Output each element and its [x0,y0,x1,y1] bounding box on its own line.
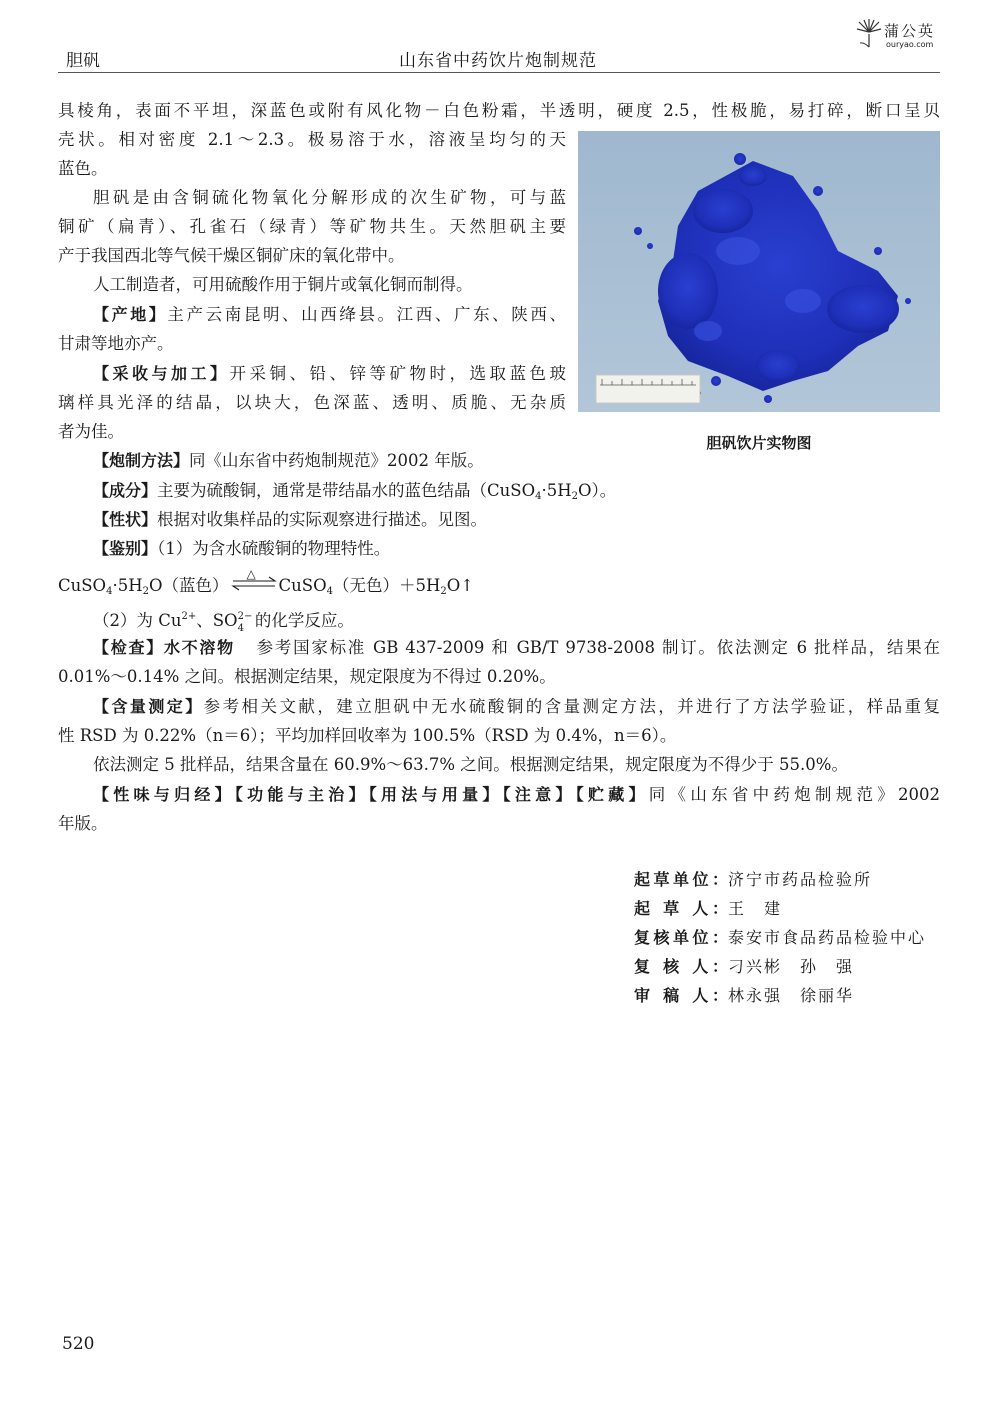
text-line: 壳状。相对密度 2.1～2.3。极易溶于水，溶液呈均匀的天 [58,130,566,149]
section-misc [93,784,940,806]
section-identification [93,538,390,560]
credit-value: 刁兴彬 孙 强 [728,957,855,976]
formula-part: （无色）＋5H [332,576,441,595]
credit-review-unit [634,927,926,949]
text-line: 0.01%～0.14% 之间。根据测定结果，规定限度为不得过 0.20%。 [58,667,556,686]
credit-label: 复 核 人： [634,957,728,976]
text-line: 人工制造者，可用硫酸作用于铜片或氧化铜而制得。 [93,275,473,294]
figure-caption: 胆矾饮片实物图 [706,434,812,452]
section-characteristics [93,509,487,531]
reversible-arrow [231,567,277,593]
section-heading: 【含量测定】 [93,697,204,716]
section-text: 参考国家标准 GB 437-2009 和 GB/T 9738-2008 制订。依法测定 6 批样品，结果在 [254,638,940,657]
superscript: 2+ [181,611,197,622]
logo-text: 蒲公英 [884,22,936,40]
subscript: 4 [237,623,244,634]
subscript: 2 [440,586,447,597]
dandelion-icon [856,18,882,48]
credit-value: 济宁市药品检验所 [728,870,873,889]
subscript: 2 [142,586,149,597]
header-book-title: 山东省中药饮片炮制规范 [399,51,597,71]
formula-part: CuSO [278,576,327,595]
text-line: 依法测定 5 批样品，结果含量在 60.9%～63.7% 之间。根据测定结果，规定限度为不得少于 55.0%。 [93,755,848,774]
section-heading: 【性味与归经】【功能与主治】【用法与用量】【注意】【贮藏】 [93,785,649,804]
formula-part: ·5H [112,576,143,595]
text-line: 胆矾是由含铜硫化物氧化分解形成的次生矿物，可与蓝 [93,188,566,207]
section-heading: 【采收与加工】 [93,364,230,383]
section-heading: 【产地】 [93,305,168,324]
heat-symbol: △ [246,567,256,581]
credit-value: 泰安市食品药品检验中心 [728,928,927,947]
section-text: （1）为含水硫酸铜的物理特性。 [157,539,391,558]
text-line: 者为佳。 [58,422,124,441]
section-processing [93,450,484,472]
subscript: 2 [571,491,578,502]
subscript: 4 [535,491,542,502]
site-logo [856,18,940,52]
page-number: 520 [62,1334,95,1354]
logo-url: ouryao.com [886,40,934,49]
text-line: 年版。 [58,814,108,833]
section-inspection [93,637,940,659]
header-rule [58,72,940,73]
text-part: （2）为 Cu [93,611,182,630]
text-line: 甘肃等地亦产。 [58,334,174,353]
text-line: 具棱角，表面不平坦，深蓝色或附有风化物－白色粉霜，半透明，硬度 2.5，性极脆，易打碎，断口呈贝 [58,101,940,120]
credit-value: 王 建 [728,899,783,918]
section-text: 同《山东省中药炮制规范》2002 年版。 [189,451,484,470]
section-text: ·5H [541,481,572,500]
credit-value: 林永强 徐丽华 [728,986,855,1005]
chemical-equation [58,567,475,603]
text-line [93,606,354,632]
text-line: 璃样具光泽的结晶，以块大，色深蓝、透明、质脆、无杂质 [58,393,566,412]
text-line: 性 RSD 为 0.22%（n＝6）；平均加样回收率为 100.5%（RSD 为 0.4%，n＝6）。 [58,726,677,745]
section-text: 根据对收集样品的实际观察进行描述。见图。 [157,510,488,529]
section-text: 主要为硫酸铜，通常是带结晶水的蓝色结晶（CuSO [157,481,536,500]
section-heading: 【炮制方法】 [93,451,190,470]
text-line: 蓝色。 [58,159,108,178]
credit-drafting-unit [634,869,872,891]
formula-part: CuSO [58,576,107,595]
credit-label: 审 稿 人： [634,986,728,1005]
credit-label: 复核单位： [634,928,728,947]
section-origin [93,304,566,326]
section-text: 主产云南昆明、山西绛县。江西、广东、陕西、 [167,305,566,324]
text-part: 、SO [196,611,238,630]
header-chapter: 胆矾 [66,51,100,71]
text-part: 的化学反应。 [249,611,354,630]
section-heading: 【检查】水不溶物 [93,638,235,657]
section-heading: 【鉴别】 [93,539,158,558]
section-assay [93,696,940,718]
section-heading: 【成分】 [93,481,158,500]
subscript: 4 [106,586,113,597]
formula-part: O↑ [446,576,475,595]
credit-reviewer [634,956,854,978]
credit-editor [634,985,854,1007]
section-heading: 【性状】 [93,510,158,529]
credit-drafter [634,898,782,920]
text-line: 铜矿（扁青）、孔雀石（绿青）等矿物共生。天然胆矾主要 [58,217,566,236]
section-text: 参考相关文献，建立胆矾中无水硫酸铜的含量测定方法，并进行了方法学验证，样品重复 [203,697,940,716]
formula-part: O（蓝色） [148,576,229,595]
credit-label: 起 草 人： [634,899,728,918]
specimen-photo [578,131,940,412]
section-harvest [93,363,566,385]
section-text: 同《山东省中药炮制规范》2002 [648,785,940,804]
credit-label: 起草单位： [634,870,728,889]
section-text: 开采铜、铅、锌等矿物时，选取蓝色玻 [229,364,566,383]
section-composition [93,480,616,508]
text-line: 产于我国西北等气候干燥区铜矿床的氧化带中。 [58,246,405,265]
subscript: 4 [326,586,333,597]
superscript: 2− [237,611,253,622]
section-text: O）。 [578,481,617,500]
